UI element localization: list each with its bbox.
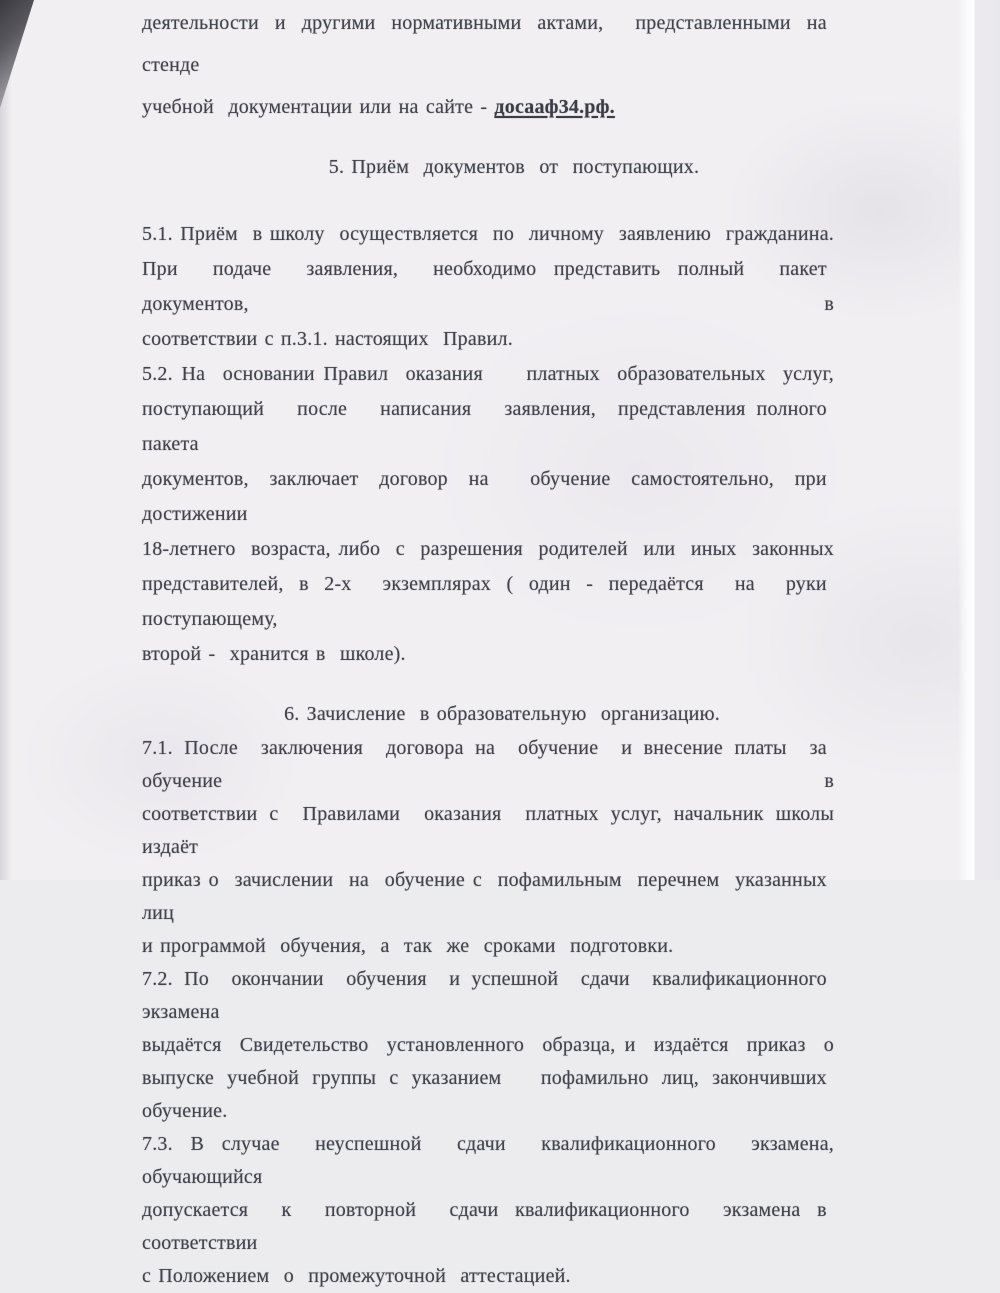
paragraph-7-3 (142, 1128, 834, 1293)
text-line: поступающий после написания заявления, представления полного пакета (142, 392, 834, 462)
text-line: соответствии с п.3.1. настоящих Правил. (142, 322, 834, 357)
text-line: второй - хранится в школе). (142, 637, 834, 672)
text-line: При подаче заявления, необходимо представить полный пакет документов, в (142, 252, 834, 322)
left-edge-shadow (0, 0, 12, 880)
paragraph-5-2 (142, 357, 834, 672)
intro-paragraph (142, 2, 834, 128)
document-text (142, 2, 834, 1293)
website-link: досааф34.рф. (494, 96, 614, 118)
intro-line2-text: учебной документации или на сайте - (142, 96, 494, 118)
paragraph-5-1 (142, 217, 834, 357)
paragraph-7-2 (142, 963, 834, 1128)
text-line (142, 86, 834, 128)
text-line: выдаётся Свидетельство установленного образца, и издаётся приказ о (142, 1029, 834, 1062)
text-line: 5.1. Приём в школу осуществляется по личному заявлению гражданина. (142, 217, 834, 252)
text-line: 7.1. После заключения договора на обучение и внесение платы за обучение в (142, 732, 834, 798)
text-line: 18-летнего возраста, либо с разрешения родителей или иных законных (142, 532, 834, 567)
text-line: деятельности и другими нормативными актами, представленными на стенде (142, 2, 834, 86)
section-6-heading: 6. Зачисление в образовательную организацию. (156, 697, 848, 732)
text-line: представителей, в 2-х экземплярах ( один - передаётся на руки поступающему, (142, 567, 834, 637)
text-line: выпуске учебной группы с указанием пофамильно лиц, закончивших обучение. (142, 1062, 834, 1128)
text-line: 7.2. По окончании обучения и успешной сдачи квалификационного экзамена (142, 963, 834, 1029)
page-edge-highlight (958, 0, 974, 880)
text-line: допускается к повторной сдачи квалификационного экзамена в соответствии (142, 1194, 834, 1260)
paragraph-7-1 (142, 732, 834, 963)
text-line: и программой обучения, а так же сроками подготовки. (142, 930, 834, 963)
section-5-heading: 5. Приём документов от поступающих. (168, 150, 860, 185)
text-line: 5.2. На основании Правил оказания платных образовательных услуг, (142, 357, 834, 392)
scanner-background (974, 0, 1000, 880)
text-line: документов, заключает договор на обучение самостоятельно, при достижении (142, 462, 834, 532)
text-line: с Положением о промежуточной аттестацией. (142, 1260, 834, 1293)
text-line: приказ о зачислении на обучение с пофамильным перечнем указанных лиц (142, 864, 834, 930)
text-line: 7.3. В случае неуспешной сдачи квалификационного экзамена, обучающийся (142, 1128, 834, 1194)
text-line: соответствии с Правилами оказания платных услуг, начальник школы издаёт (142, 798, 834, 864)
